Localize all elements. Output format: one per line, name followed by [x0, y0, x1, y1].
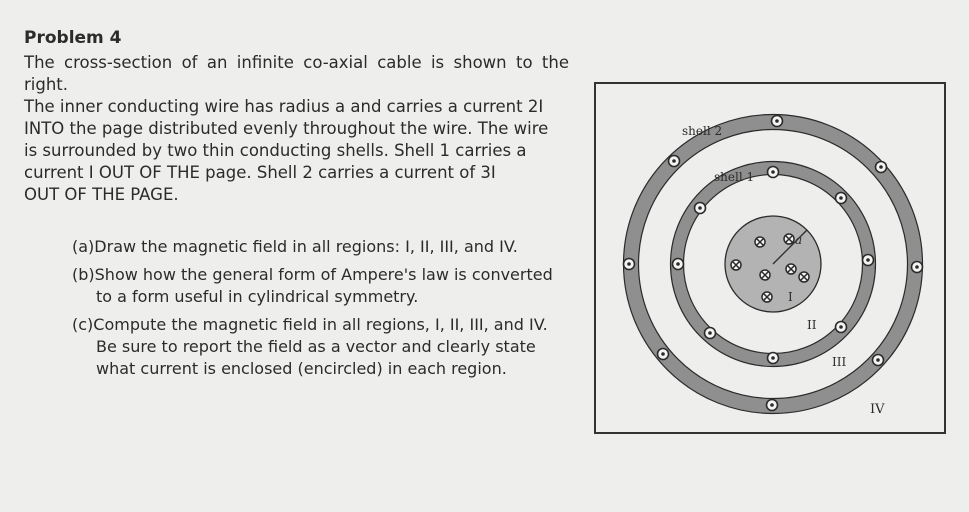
problem-intro — [24, 52, 569, 206]
out-of-page-icon — [772, 116, 783, 127]
into-page-icon — [762, 292, 772, 302]
out-of-page-icon — [658, 349, 669, 360]
shell-2-label: shell 2 — [682, 124, 723, 138]
part-b: (b)Show how the general form of Ampere's law is converted to a form useful in cylindrical symmetry. — [72, 265, 553, 306]
into-page-icon — [760, 270, 770, 280]
out-of-page-icon — [768, 353, 779, 364]
shell-1-label: shell 1 — [714, 170, 755, 184]
radius-label: a — [795, 233, 803, 247]
out-of-page-icon — [695, 203, 706, 214]
out-of-page-icon — [836, 322, 847, 333]
out-of-page-icon — [673, 259, 684, 270]
out-of-page-icon — [624, 259, 635, 270]
intro-line: The cross-section of an infinite co-axial cable is shown to the right. — [24, 53, 569, 94]
region-4-label: IV — [870, 402, 885, 417]
problem-text — [24, 28, 569, 386]
out-of-page-icon — [705, 328, 716, 339]
out-of-page-icon — [768, 167, 779, 178]
out-of-page-icon — [912, 262, 923, 273]
into-page-icon — [731, 260, 741, 270]
region-3-label: III — [832, 355, 847, 369]
coaxial-cable-figure — [594, 82, 946, 434]
into-page-icon — [784, 234, 794, 244]
coaxial-cable-diagram — [596, 84, 944, 432]
intro-line: The inner conducting wire has radius a and carries a current 2I — [24, 97, 544, 116]
part-c: (c)Compute the magnetic field in all regions, I, II, III, and IV. Be sure to report the field as a vector and clearly state what current is enclosed (encircled) in each region. — [72, 315, 548, 378]
problem-title: Problem 4 — [24, 28, 122, 48]
intro-line: is surrounded by two thin conducting shells. Shell 1 carries a — [24, 141, 527, 160]
out-of-page-icon — [873, 355, 884, 366]
intro-line: OUT OF THE PAGE. — [24, 185, 179, 204]
into-page-icon — [786, 264, 796, 274]
out-of-page-icon — [836, 193, 847, 204]
out-of-page-icon — [669, 156, 680, 167]
into-page-icon — [799, 272, 809, 282]
region-2-label: II — [807, 318, 817, 332]
out-of-page-icon — [767, 400, 778, 411]
into-page-icon — [755, 237, 765, 247]
out-of-page-icon — [876, 162, 887, 173]
part-a: (a)Draw the magnetic field in all regions: I, II, III, and IV. — [72, 237, 518, 256]
problem-parts — [72, 236, 562, 380]
out-of-page-icon — [863, 255, 874, 266]
intro-line: INTO the page distributed evenly throughout the wire. The wire — [24, 119, 549, 138]
region-1-label: I — [788, 290, 793, 304]
intro-line: current I OUT OF THE page. Shell 2 carries a current of 3I — [24, 163, 496, 182]
